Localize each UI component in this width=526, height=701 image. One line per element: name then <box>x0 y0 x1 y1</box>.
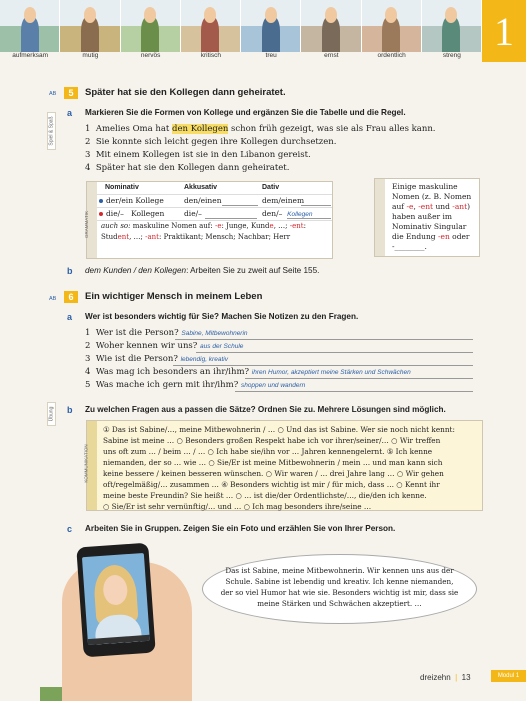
bubble-line-1: Das ist Sabine, meine Mitbewohnerin. Wir kennen uns aus der <box>225 566 454 575</box>
exercise-5-title: Später hat sie den Kollegen dann geheiratet. <box>85 87 286 98</box>
ab-link-5[interactable]: AB <box>49 91 57 97</box>
question-6-1: 1 Wer ist die Person? Sabine, Mitbewohnerin <box>85 328 248 338</box>
unit-number-tab: 1 <box>482 0 526 62</box>
illustration-label: streng <box>442 52 461 59</box>
exercise-6-title: Ein wichtiger Mensch in meinem Leben <box>85 291 263 302</box>
table-note-1: auch so: maskuline Nomen auf: -e: Junge, Kunde, …; -ent: <box>101 222 306 230</box>
sentence-5-1: 1 Amelies Oma hat den Kollegen schon früh gezeigt, was sie als Frau alles kann. <box>85 124 436 134</box>
table-cell-nom-pl: die/– Kollegen <box>99 209 164 218</box>
sentence-5-4: 4 Später hat sie den Kollegen dann geheiratet. <box>85 163 290 173</box>
phrase-line-8: ○ Sie/Er ist sehr vernünftig/… und … ○ Ich mag besonders ihre/seine … <box>103 502 372 511</box>
exercise-6b-letter: b <box>67 405 73 415</box>
illustration-nervös <box>121 0 181 52</box>
handwritten-note-3: lebendig, kreativ <box>180 356 228 363</box>
illustration-strip <box>0 0 482 52</box>
illustration-label: aufmerksam <box>12 52 48 59</box>
question-6-3: 3 Wie ist die Person? lebendig, kreativ <box>85 354 228 364</box>
handwritten-note-1: Sabine, Mitbewohnerin <box>181 330 248 337</box>
illustration-label: ordentlich <box>377 52 406 59</box>
exercise-5b-instruction: dem Kunden / den Kollegen: Arbeiten Sie zu zweit auf Seite 155. <box>85 266 320 275</box>
illustration-ernst <box>301 0 361 52</box>
ab-link-6[interactable]: AB <box>49 296 57 302</box>
module-tag: Modul 1 <box>491 670 526 682</box>
page-footer: dreizehn | 13 <box>420 673 471 682</box>
grammar-rule-text: Einige maskuline Nomen (z. B. Nomen auf -e, -ent und -ant) haben außer im Nominativ Singular die Endung -en oder -________. <box>392 182 472 251</box>
exercise-6a-letter: a <box>67 312 73 322</box>
grammar-side-label: GRAMMATIK <box>87 182 97 258</box>
exercise-6b-instruction: Zu welchen Fragen aus a passen die Sätze? Ordnen Sie zu. Mehrere Lösungen sind möglich. <box>85 405 446 414</box>
question-6-2: 2 Woher kennen wir uns? aus der Schule <box>85 341 244 351</box>
grammar-rule-box <box>374 178 480 257</box>
table-header-dativ: Dativ <box>262 184 280 191</box>
exercise-5b-letter: b <box>67 266 73 276</box>
illustration-label: treu <box>265 52 277 59</box>
table-cell-akk-sg: den/einen <box>184 196 222 205</box>
exercise-6a-instruction: Wer ist besonders wichtig für Sie? Machen Sie Notizen zu den Fragen. <box>85 312 359 321</box>
phrase-line-1: ① Das ist Sabine/…, meine Mitbewohnerin / … ○ Und das ist Sabine. Wer sie noch nicht kennt: <box>103 425 455 434</box>
illustration-mutig <box>60 0 120 52</box>
phrase-line-2: Sabine ist meine … ○ Besonders großen Respekt habe ich vor ihrer/seiner/… ○ Wir treffen <box>103 436 441 445</box>
illustration-label: mutig <box>82 52 99 59</box>
illustration-treu <box>241 0 301 52</box>
exercise-5a-letter: a <box>67 108 73 118</box>
exercise-6c-instruction: Arbeiten Sie in Gruppen. Zeigen Sie ein Foto und erzählen Sie von Ihrer Person. <box>85 524 396 533</box>
phrase-line-3: uns oft zum … / beim … / … ○ Ich habe sie/ihn vor … Jahren kennengelernt. ⑤ Ich kenne <box>103 447 433 456</box>
spiel-spass-tag: Spiel & Spaß <box>47 112 56 150</box>
sentence-5-2: 2 Sie konnte sich leicht gegen ihre Kollegen durchsetzen. <box>85 137 337 147</box>
illustration-kritisch <box>181 0 241 52</box>
sentence-5-3: 3 Mit einem Kollegen ist sie in den Libanon gereist. <box>85 150 311 160</box>
uebung-tag: Übung <box>47 402 56 426</box>
grammar-table <box>83 181 333 259</box>
illustration-streng <box>422 0 482 52</box>
bubble-line-3: der so viel Humor hat wie sie. Besonders wichtig ist mir, dass sie <box>220 588 459 597</box>
page-number: 13 <box>461 673 471 682</box>
phrase-line-7: meine beste Freundin? Sie heißt … ○ … ist die/der Ordentlichste/…, die/den ich kenne. <box>103 491 427 500</box>
table-cell-dat-pl: den/– Kollegen <box>262 209 313 218</box>
phrase-line-5: keine bessere / keinen besseren wünschen. ○ Wir waren / … drei Jahre lang … ○ Wir gehen <box>103 469 444 478</box>
bubble-line-4: meine Stärken und Schwächen akzeptiert. … <box>257 599 422 608</box>
handwritten-note-5: shoppen und wandern <box>240 382 306 389</box>
illustration-label: nervös <box>140 52 161 59</box>
exercise-5a-instruction: Markieren Sie die Formen von Kollege und ergänzen Sie die Tabelle und die Regel. <box>85 108 406 117</box>
exercise-number-5: 5 <box>64 87 78 99</box>
illustration-aufmerksam <box>0 0 60 52</box>
handwritten-note-2: aus der Schule <box>200 343 244 350</box>
table-cell-dat-sg: dem/einem <box>262 196 305 205</box>
question-6-5: 5 Was mache ich gern mit ihr/ihm? shoppen und wandern <box>85 380 306 390</box>
phrase-line-6: oft/regelmäßig/… zusammen … ④ Besonders wichtig ist mir / für mich, dass … ○ Kennt ihr <box>103 480 440 489</box>
table-cell-nom-sg: der/ein Kollege <box>99 196 164 205</box>
table-note-2: Student, …; -ant: Praktikant; Mensch; Nachbar; Herr <box>101 233 291 241</box>
illustration-labels <box>0 52 482 62</box>
illustration-label: ernst <box>324 52 339 59</box>
phrase-line-4: niemanden, der so … wie … ○ Sie/Er ist meine Mitbewohnerin / mein … und man kann sich <box>103 458 443 467</box>
exercise-number-6: 6 <box>64 291 78 303</box>
handwritten-note-4: ihren Humor, akzeptiert meine Stärken und Schwächen <box>251 369 411 376</box>
highlight-kollegen: den Kollegen <box>172 124 229 134</box>
exercise-6c-letter: c <box>67 524 73 534</box>
table-cell-akk-pl: die/– <box>184 209 202 218</box>
communication-phrases-box: KOMMUNIKATION ① Das ist Sabine/…, meine Mitbewohnerin / … ○ Und das ist Sabine. Wer sie noch nicht kennt: Sabine ist meine … ○ Besonders großen Respekt habe ich vor ihrer/seiner/… ○ Wir treffen uns oft zum … / beim … / … ○ Ich habe sie/ihn vor … Jahren kennengelernt. ⑤ Ich kenne niemanden, der so … wie … ○ Sie/Er ist meine Mitbewohnerin / mein … und man kann sich keine bessere / keinen besseren wünschen. ○ Wir waren / … drei Jahre lang … ○ Wir gehen oft/regelmäßig/… zusammen … ④ Besonders wichtig ist mir / für mich, dass … ○ Kennt ihr meine beste Freundin? Sie heißt … ○ … ist die/der Ordentlichste/…, die/den ich kenne. ○ Sie/Er ist sehr vernünftig/… und … ○ Ich mag besonders ihre/seine … <box>86 420 483 511</box>
table-header-nominativ: Nominativ <box>105 184 139 191</box>
bubble-line-2: Schule. Sabine ist lebendig und kreativ. Ich kenne niemanden, <box>225 577 454 586</box>
illustration-label: kritisch <box>200 52 221 59</box>
table-header-akkusativ: Akkusativ <box>184 184 218 191</box>
phone-photo <box>76 543 155 658</box>
question-6-4: 4 Was mag ich besonders an ihr/ihm? ihren Humor, akzeptiert meine Stärken und Schwächen <box>85 367 411 377</box>
illustration-ordentlich <box>362 0 422 52</box>
